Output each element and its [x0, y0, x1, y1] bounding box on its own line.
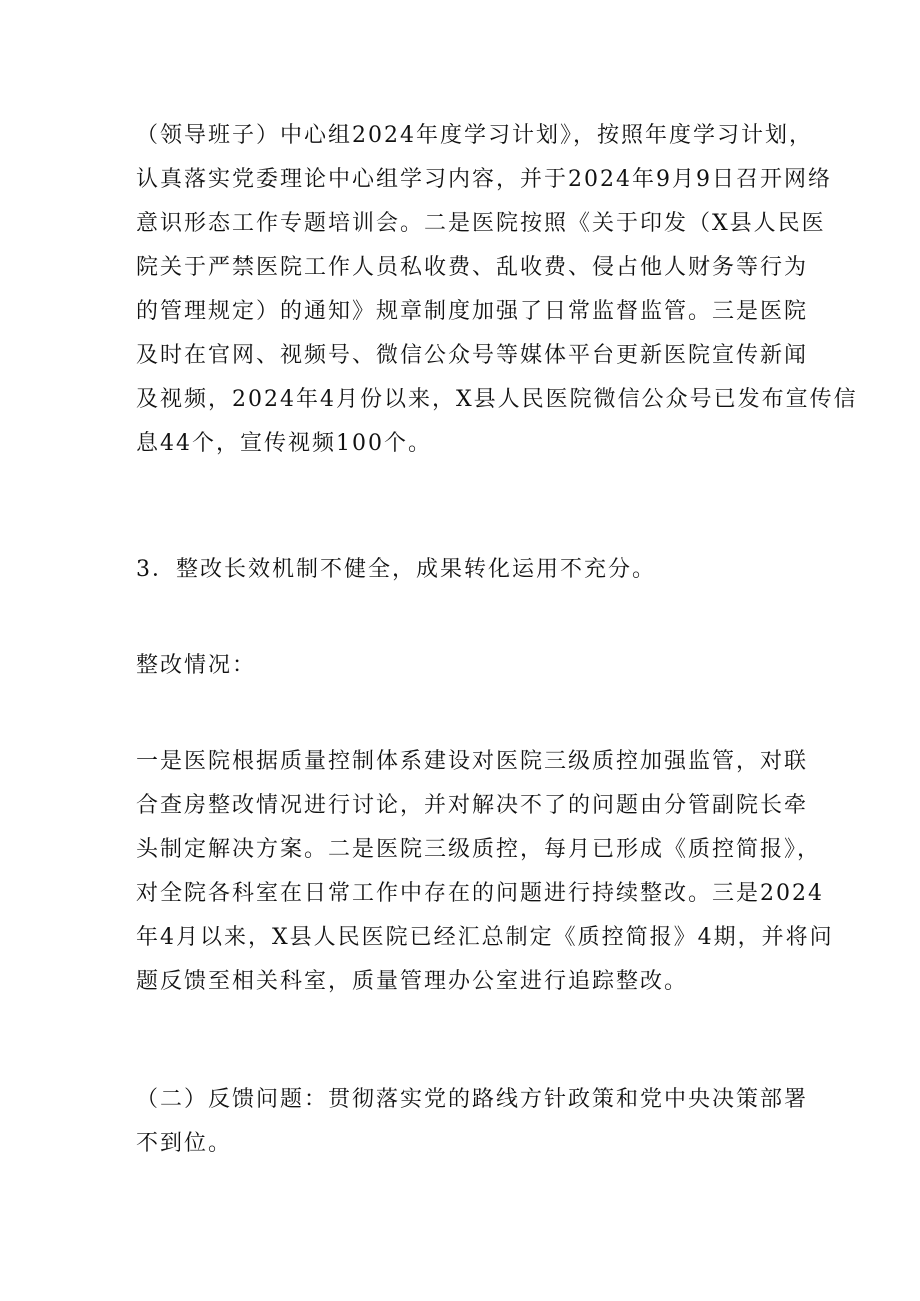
- heading-text: 不到位。: [136, 1131, 233, 1156]
- text-line: 一是医院根据质量控制体系建设对医院三级质控加强监管，对联: [136, 749, 809, 774]
- text-line: 及时在官网、视频号、微信公众号等媒体平台更新医院宣传新闻: [136, 343, 809, 368]
- section-2-heading: [136, 1078, 809, 1166]
- text-line: （领导班子）中心组2024年度学习计划》，按照年度学习计划，: [136, 123, 813, 148]
- label-text: 整改情况：: [136, 653, 257, 678]
- text-line: 院关于严禁医院工作人员私收费、乱收费、侵占他人财务等行为: [136, 255, 809, 280]
- text-line: 意识形态工作专题培训会。二是医院按照《关于印发（X县人民医: [136, 211, 826, 236]
- text-line: 对全院各科室在日常工作中存在的问题进行持续整改。三是2024: [136, 881, 824, 906]
- text-line: 年4月以来，X县人民医院已经汇总制定《质控简报》4期，并将问: [136, 925, 834, 950]
- text-line: 及视频，2024年4月份以来，X县人民医院微信公众号已发布宣传信: [136, 387, 858, 412]
- text-line: 的管理规定）的通知》规章制度加强了日常监督监管。三是医院: [136, 299, 809, 324]
- paragraph-study-plan: [136, 114, 858, 466]
- text-line: 头制定解决方案。二是医院三级质控，每月已形成《质控简报》，: [136, 837, 822, 862]
- rectification-label: [136, 644, 796, 688]
- paragraph-rectification: [136, 740, 834, 1004]
- text-line: 合查房整改情况进行讨论，并对解决不了的问题由分管副院长牵: [136, 793, 809, 818]
- text-line: 认真落实党委理论中心组学习内容，并于2024年9月9日召开网络: [136, 167, 832, 192]
- heading-text: （二）反馈问题：贯彻落实党的路线方针政策和党中央决策部署: [136, 1087, 809, 1112]
- heading-text: 3．整改长效机制不健全，成果转化运用不充分。: [136, 557, 656, 582]
- text-line: 题反馈至相关科室，质量管理办公室进行追踪整改。: [136, 969, 689, 994]
- text-line: 息44个，宣传视频100个。: [136, 431, 432, 456]
- heading-item-3: [136, 548, 796, 592]
